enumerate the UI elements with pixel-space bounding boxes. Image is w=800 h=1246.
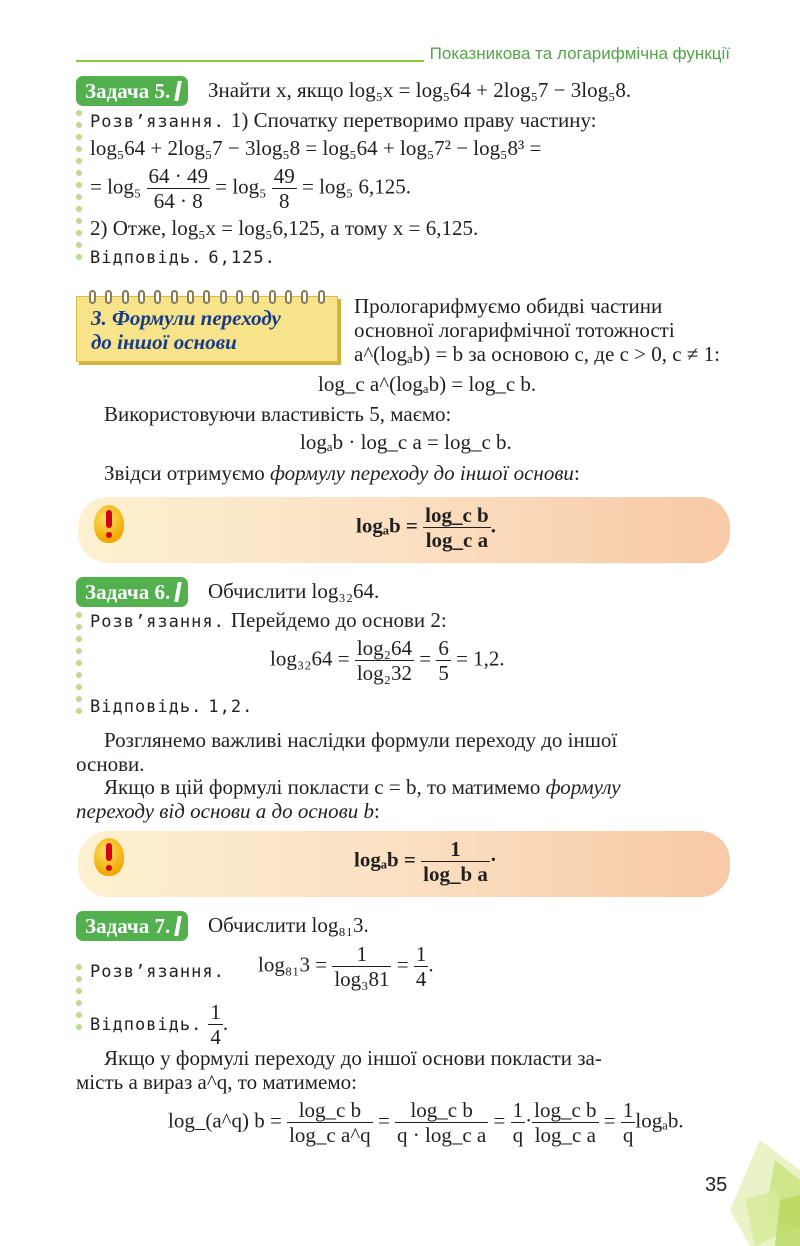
task6-equation: log₃₂64 = $\frac{\text{log₂64}}{\text{log₂32}}$ = $\frac{6}{5}$ = 1,2. [270, 636, 505, 685]
consequences-p1-line1: Розглянемо важливі наслідки формули переходу до іншої [104, 728, 618, 752]
task7-equation: log₈₁3 = $\frac{1}{\text{log₃81}}$ = $\frac{1}{4}$ . [258, 942, 434, 991]
header-rule [76, 60, 424, 62]
formula-banner-1 [78, 497, 730, 563]
task7-dots [76, 964, 82, 1036]
task5-statement: Знайти x, якщо log₅x = log₅64 + 2log₅7 − 3log₅8. [208, 78, 632, 102]
formula2: logₐb = $\frac{1}{\text{log\_b a}}$ · [354, 837, 497, 886]
section-title-card [76, 296, 338, 362]
task7-badge: Задача 7. [76, 911, 188, 941]
section3-eq2: logₐb · log_c a = log_c b. [300, 430, 512, 454]
task5-line3: = log₅ $\frac{64 \cdot 49}{64 \cdot 8}$ = log₅ $\frac{49}{8}$ = log₅ 6,125. [90, 164, 411, 213]
consequences-p2-line1: Якщо в цій формулі покласти c = b, то матимемо формулу [104, 775, 621, 799]
formula1: logₐb = $\frac{\text{log\_c b}}{\text{log\_c a}}$ . [356, 503, 496, 552]
section3-p-line1: Прологарифмуємо обидві частини [354, 294, 663, 318]
formula-banner-2 [78, 831, 730, 897]
consequences-p1-line2: основи. [76, 752, 145, 776]
page-number: 35 [705, 1174, 728, 1196]
task5-dots [76, 110, 82, 266]
final-equation: log_(a^q) b = $\frac{\text{log\_c b}}{\text{log\_c a\textasciicircum{}q}}$ = $\frac{\text{log\_c b}}{\text{q · log\_c a}}$ = $\frac{1}{q}$ · $\frac{\text{log\_c b}}{\text{log\_c a}}$ = $\frac{1}{q}$ logₐb. [168, 1098, 684, 1147]
section-title-line1: 3. Формули переходу [91, 306, 281, 330]
notebook-rings-icon [89, 290, 325, 304]
task5-fraction1: $\frac{64 \cdot 49}{64 \cdot 8}$ [148, 164, 208, 213]
section3-p-line2: основної логарифмічної тотожності [354, 318, 675, 342]
final-line2: мість a вираз a^q, то матимемо: [76, 1070, 357, 1094]
section3-eq1: log_c a^(logₐb) = log_c b. [318, 372, 537, 396]
task6-dots [76, 612, 82, 720]
section-title-line2: до іншої основи [91, 330, 237, 354]
task5-line2: log₅64 + 2log₅7 − 3log₅8 = log₅64 + log₅7² − log₅8³ = [90, 136, 542, 160]
task6-solution: Розв’язання. Перейдемо до основи 2: [90, 608, 447, 632]
task6-answer: Відповідь. 1,2. [90, 697, 254, 717]
section3-p3: Звідси отримуємо формулу переходу до іншої основи: [104, 461, 580, 485]
task5-badge: Задача 5. [76, 76, 188, 106]
task7-solution-label: Розв’язання. [90, 962, 225, 982]
task6-badge: Задача 6. [76, 577, 188, 607]
task5-answer: Відповідь. 6,125. [90, 248, 276, 268]
task5-step2: 2) Отже, log₅x = log₅6,125, а тому x = 6,125. [90, 216, 479, 240]
task6-statement: Обчислити log₃₂64. [208, 579, 380, 603]
running-header: Показникова та логарифмічна функції [429, 44, 730, 63]
task7-answer: Відповідь. $\frac{1}{4}$ . [90, 1000, 229, 1049]
final-line1: Якщо у формулі переходу до іншої основи покласти за- [104, 1046, 602, 1070]
exclamation-icon [94, 505, 124, 543]
section3-p2: Використовуючи властивість 5, маємо: [104, 402, 452, 426]
task7-statement: Обчислити log₈₁3. [208, 913, 369, 937]
corner-decoration [720, 1140, 800, 1246]
task5-solution-line1: Розв’язання. 1) Спочатку перетворимо праву частину: [90, 108, 597, 132]
section3-p-line3: a^(logₐb) = b за основою c, де c > 0, c ≠ 1: [354, 342, 720, 366]
exclamation-icon [94, 838, 124, 876]
consequences-p2-line2: переходу від основи a до основи b: [76, 799, 380, 823]
task5-fraction2: $\frac{49}{8}$ [273, 164, 295, 213]
